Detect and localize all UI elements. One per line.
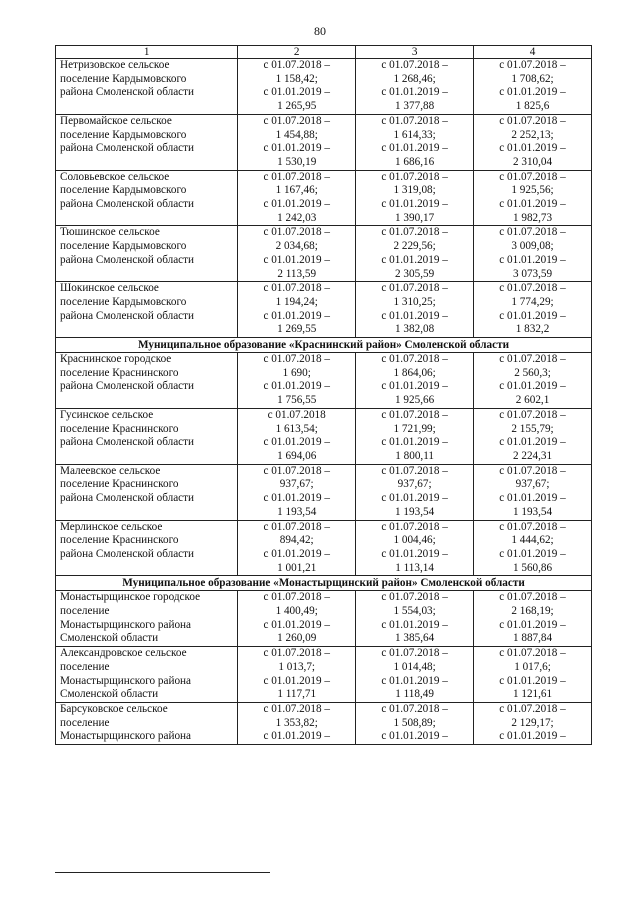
tariff-value-line: 1 158,42; xyxy=(275,72,318,85)
tariff-cell xyxy=(356,408,474,464)
settlement-name-line: Александровское сельское xyxy=(60,647,187,660)
tariff-value-line: 1 193,54 xyxy=(512,505,553,518)
tariff-cell xyxy=(474,353,592,409)
tariff-value-line: 3 009,08; xyxy=(511,240,554,253)
tariff-value-line: с 01.01.2019 – xyxy=(263,730,330,743)
settlement-name-cell xyxy=(56,59,238,115)
settlement-name-line: поселение Краснинского xyxy=(60,478,179,491)
tariff-value-line: 2 229,56; xyxy=(393,240,436,253)
tariff-value-line: 1 614,33; xyxy=(393,128,436,141)
tariff-value-line: с 01.07.2018 – xyxy=(499,170,566,183)
tariff-value-line: с 01.07.2018 – xyxy=(263,282,330,295)
tariff-value-line: 1 690; xyxy=(282,366,311,379)
table-row xyxy=(56,282,592,338)
tariff-value-line: с 01.01.2019 – xyxy=(381,253,448,266)
tariff-cell xyxy=(238,647,356,703)
tariff-value-line: 1 508,89; xyxy=(393,716,436,729)
tariff-value-line: 1 925,56; xyxy=(511,184,554,197)
tariff-value-line: с 01.07.2018 – xyxy=(499,114,566,127)
tariff-value-line: с 01.01.2019 – xyxy=(381,309,448,322)
tariff-value-line: с 01.01.2019 – xyxy=(263,380,330,393)
settlement-name-line: поселение Краснинского xyxy=(60,422,179,435)
tariff-value-line: с 01.07.2018 – xyxy=(263,170,330,183)
settlement-name-cell xyxy=(56,647,238,703)
tariff-value-line: с 01.07.2018 – xyxy=(499,520,566,533)
tariff-cell xyxy=(474,282,592,338)
tariff-value-line: с 01.01.2019 – xyxy=(381,380,448,393)
tariff-value-line: с 01.01.2019 – xyxy=(263,86,330,99)
tariff-value-line: 894,42; xyxy=(279,534,314,547)
tariff-cell xyxy=(238,226,356,282)
tariff-value-line: 1 982,73 xyxy=(512,211,553,224)
tariff-value-line: 937,67; xyxy=(397,478,432,491)
tariff-cell xyxy=(474,520,592,576)
settlement-name-cell xyxy=(56,408,238,464)
tariff-value-line: 2 155,79; xyxy=(511,422,554,435)
tariff-cell xyxy=(238,282,356,338)
settlement-name-line: поселение Кардымовского xyxy=(60,184,187,197)
section-title: Муниципальное образование «Монастырщинский район» Смоленской области xyxy=(56,576,592,591)
tariff-value-line: 1 686,16 xyxy=(395,155,435,168)
tariff-value-line: 1 117,71 xyxy=(277,688,317,701)
tariff-value-line: 1 193,54 xyxy=(395,505,435,518)
table-row xyxy=(56,702,592,744)
tariff-value-line: с 01.01.2019 – xyxy=(381,198,448,211)
table-row xyxy=(56,170,592,226)
settlement-name-line: Гусинское сельское xyxy=(60,408,154,421)
tariff-value-line: 2 560,3; xyxy=(514,366,551,379)
tariff-value-line: 1 400,49; xyxy=(275,605,318,618)
tariff-value-line: с 01.01.2019 – xyxy=(381,618,448,631)
settlement-name-cell xyxy=(56,591,238,647)
settlement-name-line: района Смоленской области xyxy=(60,309,195,322)
tariff-value-line: 1 353,82; xyxy=(275,716,318,729)
tariff-value-line: с 01.01.2019 – xyxy=(499,309,566,322)
tariff-value-line: 2 168,19; xyxy=(511,605,554,618)
page-number: 80 xyxy=(314,24,326,38)
settlement-name-line: Шокинское сельское xyxy=(60,282,159,295)
tariff-value-line: 1 001,21 xyxy=(277,561,317,574)
tariff-value-line: с 01.07.2018 – xyxy=(499,591,566,604)
settlement-name-line: Барсуковское сельское xyxy=(60,702,168,715)
tariff-value-line: с 01.07.2018 – xyxy=(499,353,566,366)
settlement-name-line: Монастырщинское городское xyxy=(60,591,201,604)
tariff-value-line: 2 252,13; xyxy=(511,128,554,141)
header-row xyxy=(56,46,592,59)
settlement-name-line: Монастырщинского района xyxy=(60,730,191,743)
tariff-value-line: 1 721,99; xyxy=(393,422,436,435)
tariff-value-line: 1 454,88; xyxy=(275,128,318,141)
tariff-value-line: с 01.07.2018 – xyxy=(263,647,330,660)
settlement-name-line: поселение Кардымовского xyxy=(60,240,187,253)
tariff-value-line: с 01.07.2018 – xyxy=(499,408,566,421)
settlement-name-line: района Смоленской области xyxy=(60,253,195,266)
tariff-value-line: 1 925,66 xyxy=(395,394,435,407)
settlement-name-line: Мерлинское сельское xyxy=(60,520,163,533)
tariff-value-line: с 01.07.2018 – xyxy=(263,702,330,715)
tariff-value-line: 1 118,49 xyxy=(395,688,434,701)
tariff-value-line: с 01.01.2019 – xyxy=(381,436,448,449)
tariff-cell xyxy=(356,702,474,744)
settlement-name-line: Первомайское сельское xyxy=(60,114,172,127)
tariff-cell xyxy=(238,59,356,115)
settlement-name-line: поселение xyxy=(60,716,110,729)
tariff-value-line: 1 756,55 xyxy=(277,394,317,407)
tariff-value-line: с 01.01.2019 – xyxy=(263,142,330,155)
settlement-name-line: района Смоленской области xyxy=(60,380,195,393)
tariff-value-line: с 01.07.2018 – xyxy=(381,114,448,127)
tariff-value-line: 1 708,62; xyxy=(511,72,554,85)
tariff-value-line: с 01.07.2018 – xyxy=(381,170,448,183)
tariff-value-line: с 01.07.2018 – xyxy=(263,464,330,477)
table-row xyxy=(56,591,592,647)
tariff-value-line: 1 864,06; xyxy=(393,366,436,379)
tariff-value-line: 2 310,04 xyxy=(512,155,553,168)
tariff-value-line: с 01.07.2018 – xyxy=(263,353,330,366)
tariff-value-line: 937,67; xyxy=(279,478,314,491)
tariff-table xyxy=(55,45,592,745)
tariff-value-line: 1 242,03 xyxy=(277,211,317,224)
settlement-name-line: Монастырщинского района xyxy=(60,674,191,687)
section-row xyxy=(56,338,592,353)
tariff-value-line: с 01.01.2019 – xyxy=(499,674,566,687)
settlement-name-line: Малеевское сельское xyxy=(60,464,161,477)
settlement-name-line: района Смоленской области xyxy=(60,142,195,155)
tariff-value-line: с 01.07.2018 – xyxy=(499,464,566,477)
tariff-value-line: 1 385,64 xyxy=(395,632,435,645)
settlement-name-line: поселение Кардымовского xyxy=(60,72,187,85)
tariff-value-line: с 01.07.2018 – xyxy=(381,282,448,295)
column-header-4: 4 xyxy=(474,46,592,59)
tariff-value-line: с 01.07.2018 – xyxy=(381,520,448,533)
tariff-cell xyxy=(238,702,356,744)
tariff-value-line: с 01.01.2019 – xyxy=(499,198,566,211)
tariff-cell xyxy=(356,464,474,520)
tariff-cell xyxy=(356,170,474,226)
tariff-value-line: 1 377,88 xyxy=(395,100,435,113)
tariff-cell xyxy=(238,408,356,464)
table-row xyxy=(56,408,592,464)
tariff-value-line: с 01.01.2019 – xyxy=(499,618,566,631)
tariff-value-line: с 01.01.2019 – xyxy=(381,492,448,505)
tariff-cell xyxy=(474,408,592,464)
tariff-cell xyxy=(238,464,356,520)
tariff-cell xyxy=(356,226,474,282)
tariff-value-line: с 01.01.2019 – xyxy=(381,674,448,687)
tariff-value-line: 1 390,17 xyxy=(395,211,435,224)
tariff-cell xyxy=(356,647,474,703)
tariff-value-line: 1 268,46; xyxy=(393,72,436,85)
tariff-value-line: 1 014,48; xyxy=(393,660,436,673)
tariff-value-line: 2 129,17; xyxy=(511,716,554,729)
tariff-cell xyxy=(474,591,592,647)
tariff-value-line: с 01.01.2019 – xyxy=(499,253,566,266)
table-row xyxy=(56,114,592,170)
column-header-2: 2 xyxy=(238,46,356,59)
tariff-cell xyxy=(238,114,356,170)
tariff-value-line: 1 121,61 xyxy=(512,688,553,701)
table-row xyxy=(56,226,592,282)
settlement-name-line: поселение xyxy=(60,605,110,618)
tariff-value-line: 1 613,54; xyxy=(275,422,318,435)
tariff-cell xyxy=(474,170,592,226)
tariff-value-line: 1 832,2 xyxy=(515,323,550,336)
settlement-name-line: поселение Краснинского xyxy=(60,366,179,379)
settlement-name-cell xyxy=(56,353,238,409)
tariff-value-line: с 01.07.2018 – xyxy=(263,114,330,127)
tariff-cell xyxy=(474,464,592,520)
tariff-value-line: 2 602,1 xyxy=(515,394,550,407)
tariff-cell xyxy=(356,591,474,647)
tariff-value-line: 937,67; xyxy=(515,478,550,491)
tariff-value-line: 1 444,62; xyxy=(511,534,554,547)
tariff-value-line: с 01.01.2019 – xyxy=(263,674,330,687)
tariff-value-line: с 01.07.2018 – xyxy=(381,59,448,71)
settlement-name-line: района Смоленской области xyxy=(60,198,195,211)
settlement-name-line: Краснинское городское xyxy=(60,353,172,366)
tariff-value-line: 1 554,03; xyxy=(393,605,436,618)
tariff-value-line: с 01.07.2018 – xyxy=(499,226,566,239)
tariff-value-line: 1 382,08 xyxy=(395,323,435,336)
settlement-name-cell xyxy=(56,464,238,520)
tariff-value-line: 1 260,09 xyxy=(277,632,317,645)
tariff-value-line: с 01.01.2019 – xyxy=(499,86,566,99)
tariff-cell xyxy=(238,353,356,409)
tariff-value-line: с 01.01.2019 – xyxy=(381,86,448,99)
settlement-name-line: Нетризовское сельское xyxy=(60,59,170,71)
tariff-value-line: 1 530,19 xyxy=(277,155,317,168)
tariff-value-line: 1 694,06 xyxy=(277,449,317,462)
settlement-name-line: Соловьевское сельское xyxy=(60,170,170,183)
settlement-name-cell xyxy=(56,702,238,744)
tariff-value-line: с 01.01.2019 – xyxy=(499,547,566,560)
tariff-value-line: с 01.01.2019 – xyxy=(263,618,330,631)
settlement-name-cell xyxy=(56,114,238,170)
tariff-value-line: 1 193,54 xyxy=(277,505,317,518)
column-header-1: 1 xyxy=(56,46,238,59)
table-row xyxy=(56,464,592,520)
tariff-value-line: с 01.01.2019 – xyxy=(381,547,448,560)
tariff-value-line: 2 034,68; xyxy=(275,240,318,253)
tariff-value-line: с 01.01.2019 – xyxy=(381,142,448,155)
tariff-value-line: с 01.01.2019 – xyxy=(263,436,330,449)
tariff-value-line: с 01.07.2018 – xyxy=(381,702,448,715)
tariff-value-line: с 01.07.2018 – xyxy=(381,226,448,239)
settlement-name-line: поселение Кардымовского xyxy=(60,295,187,308)
tariff-cell xyxy=(474,647,592,703)
tariff-cell xyxy=(474,702,592,744)
tariff-value-line: с 01.01.2019 – xyxy=(263,198,330,211)
table-row xyxy=(56,520,592,576)
tariff-value-line: с 01.01.2019 – xyxy=(263,547,330,560)
tariff-value-line: 1 004,46; xyxy=(393,534,436,547)
tariff-value-line: с 01.07.2018 – xyxy=(263,591,330,604)
table-row xyxy=(56,59,592,115)
tariff-cell xyxy=(238,520,356,576)
tariff-value-line: 1 825,6 xyxy=(515,100,550,113)
settlement-name-cell xyxy=(56,226,238,282)
table-row xyxy=(56,353,592,409)
tariff-value-line: с 01.07.2018 xyxy=(267,408,326,421)
tariff-value-line: 1 800,11 xyxy=(395,449,434,462)
settlement-name-cell xyxy=(56,282,238,338)
tariff-cell xyxy=(356,520,474,576)
settlement-name-line: района Смоленской области xyxy=(60,492,195,505)
tariff-value-line: с 01.01.2019 – xyxy=(499,492,566,505)
tariff-value-line: 1 774,29; xyxy=(511,295,554,308)
tariff-value-line: с 01.07.2018 – xyxy=(499,59,566,71)
settlement-name-line: Тюшинское сельское xyxy=(60,226,160,239)
tariff-value-line: с 01.01.2019 – xyxy=(263,492,330,505)
tariff-cell xyxy=(238,591,356,647)
tariff-value-line: с 01.07.2018 – xyxy=(499,702,566,715)
tariff-value-line: с 01.07.2018 – xyxy=(381,353,448,366)
tariff-value-line: 1 013,7; xyxy=(278,660,316,673)
tariff-value-line: с 01.07.2018 – xyxy=(263,520,330,533)
tariff-value-line: с 01.07.2018 – xyxy=(381,464,448,477)
footnote-separator xyxy=(55,872,270,873)
tariff-cell xyxy=(356,282,474,338)
tariff-value-line: 1 194,24; xyxy=(275,295,318,308)
settlement-name-line: Смоленской области xyxy=(60,688,159,701)
settlement-name-line: Монастырщинского района xyxy=(60,618,191,631)
section-row xyxy=(56,576,592,591)
tariff-value-line: 1 560,86 xyxy=(512,561,553,574)
tariff-value-line: 1 887,84 xyxy=(512,632,553,645)
settlement-name-line: района Смоленской области xyxy=(60,86,195,99)
tariff-value-line: с 01.07.2018 – xyxy=(499,282,566,295)
tariff-value-line: 1 269,55 xyxy=(277,323,317,336)
settlement-name-line: района Смоленской области xyxy=(60,547,195,560)
tariff-value-line: 2 305,59 xyxy=(395,267,435,280)
tariff-value-line: с 01.01.2019 – xyxy=(381,730,448,743)
tariff-cell xyxy=(356,353,474,409)
tariff-value-line: 1 113,14 xyxy=(395,561,434,574)
tariff-value-line: 2 113,59 xyxy=(277,267,317,280)
tariff-value-line: 1 017,6; xyxy=(514,660,551,673)
tariff-value-line: 1 319,08; xyxy=(393,184,436,197)
tariff-value-line: 1 265,95 xyxy=(277,100,317,113)
tariff-value-line: с 01.01.2019 – xyxy=(499,380,566,393)
tariff-value-line: с 01.07.2018 – xyxy=(263,59,330,71)
table-row xyxy=(56,647,592,703)
tariff-value-line: с 01.01.2019 – xyxy=(499,142,566,155)
tariff-cell xyxy=(474,114,592,170)
tariff-value-line: с 01.07.2018 – xyxy=(499,647,566,660)
tariff-value-line: 2 224,31 xyxy=(512,449,553,462)
settlement-name-cell xyxy=(56,520,238,576)
tariff-value-line: с 01.07.2018 – xyxy=(381,647,448,660)
tariff-value-line: 3 073,59 xyxy=(512,267,553,280)
tariff-value-line: с 01.01.2019 – xyxy=(263,309,330,322)
section-title: Муниципальное образование «Краснинский район» Смоленской области xyxy=(56,338,592,353)
tariff-value-line: с 01.07.2018 – xyxy=(381,408,448,421)
tariff-cell xyxy=(474,226,592,282)
tariff-value-line: с 01.07.2018 – xyxy=(381,591,448,604)
tariff-value-line: с 01.07.2018 – xyxy=(263,226,330,239)
settlement-name-line: поселение xyxy=(60,660,110,673)
tariff-cell xyxy=(238,170,356,226)
tariff-cell xyxy=(356,59,474,115)
settlement-name-line: района Смоленской области xyxy=(60,436,195,449)
settlement-name-line: Смоленской области xyxy=(60,632,159,645)
tariff-cell xyxy=(474,59,592,115)
settlement-name-line: поселение Краснинского xyxy=(60,534,179,547)
settlement-name-line: поселение Кардымовского xyxy=(60,128,187,141)
settlement-name-cell xyxy=(56,170,238,226)
tariff-value-line: с 01.01.2019 – xyxy=(263,253,330,266)
tariff-value-line: с 01.01.2019 – xyxy=(499,436,566,449)
tariff-value-line: 1 310,25; xyxy=(393,295,436,308)
tariff-value-line: 1 167,46; xyxy=(275,184,318,197)
tariff-value-line: с 01.01.2019 – xyxy=(499,730,566,743)
tariff-cell xyxy=(356,114,474,170)
column-header-3: 3 xyxy=(356,46,474,59)
